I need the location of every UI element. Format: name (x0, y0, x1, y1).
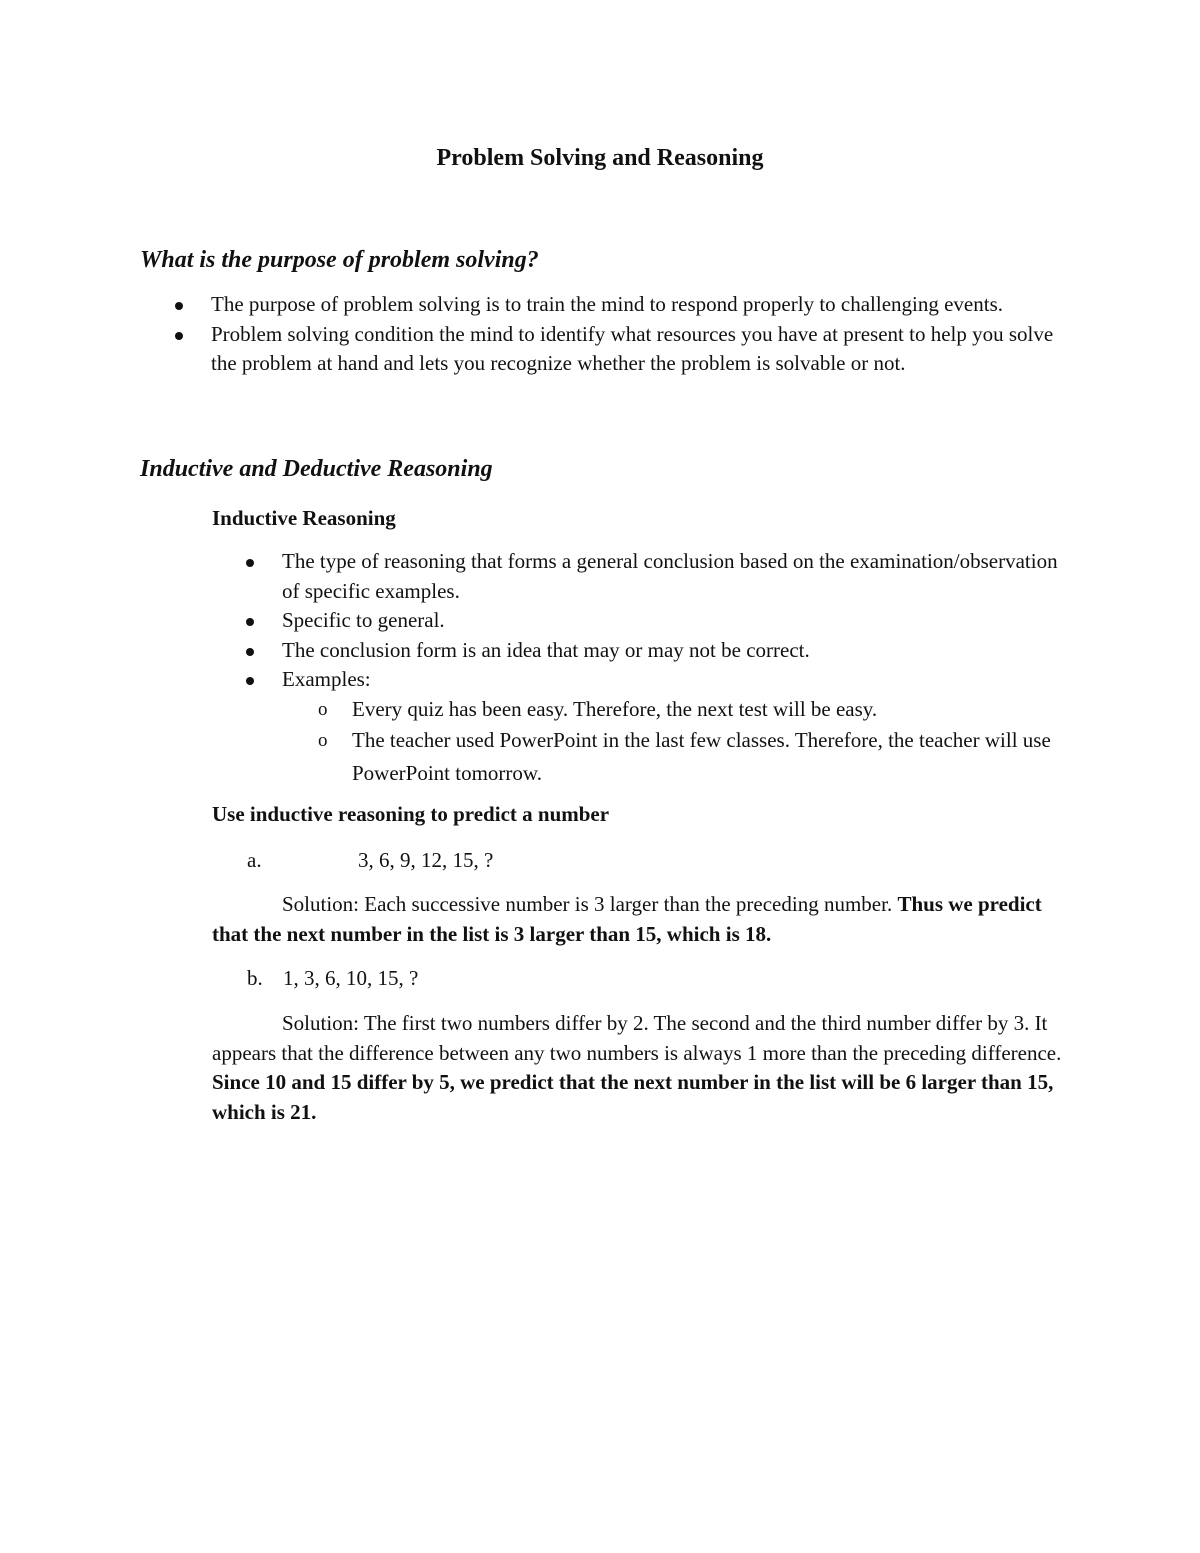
inductive-list (282, 547, 1072, 790)
bullet-icon (246, 677, 254, 685)
example-text: The teacher used PowerPoint in the last few classes. Therefore, the teacher will use PowerPoint tomorrow. (352, 728, 1051, 785)
solution-conclusion: Thus we predict that the next number in the list is 3 larger than 15, which is 18. (212, 892, 1042, 946)
list-item-text: Examples: (282, 667, 371, 691)
examples-list (282, 695, 1072, 791)
bullet-icon (246, 618, 254, 626)
inductive-heading: Inductive Reasoning (212, 506, 396, 530)
example-a-sequence: 3, 6, 9, 12, 15, ? (358, 848, 494, 872)
purpose-list (211, 290, 1071, 379)
solution-text: Solution: The first two numbers differ by 2. The second and the third number differ by 3. It appears that the difference between any two numbers is always 1 more than the preceding difference. (212, 1011, 1062, 1065)
bullet-icon (246, 559, 254, 567)
solution-text: Solution: Each successive number is 3 larger than the preceding number. (282, 892, 898, 916)
list-item (282, 547, 1072, 606)
circle-bullet-icon: o (318, 698, 328, 720)
list-item (318, 724, 1072, 790)
example-a-solution (212, 890, 1062, 949)
list-item (282, 606, 1072, 636)
example-b-solution (212, 1009, 1062, 1127)
page-title: Problem Solving and Reasoning (436, 145, 764, 171)
list-item (282, 665, 1072, 790)
bullet-icon (175, 302, 183, 310)
bullet-icon (246, 648, 254, 656)
example-text: Every quiz has been easy. Therefore, the next test will be easy. (352, 696, 878, 721)
list-item (282, 636, 1072, 666)
example-b-label: b. (247, 966, 263, 990)
list-item-text: Problem solving condition the mind to identify what resources you have at present to help you solve the problem at hand and lets you recognize whether the problem is solvable or not. (211, 321, 1054, 375)
list-item-text: The type of reasoning that forms a general conclusion based on the examination/observation of specific examples. (282, 549, 1058, 603)
list-item-text: The conclusion form is an idea that may or may not be correct. (282, 637, 810, 662)
predict-heading: Use inductive reasoning to predict a number (212, 802, 610, 826)
list-item (318, 695, 1072, 725)
solution-conclusion: Since 10 and 15 differ by 5, we predict that the next number in the list will be 6 larger than 15, which is 21. (212, 1070, 1054, 1124)
circle-bullet-icon: o (318, 730, 328, 751)
bullet-icon (175, 332, 183, 340)
list-item (211, 290, 1071, 320)
example-b-sequence: 1, 3, 6, 10, 15, ? (283, 966, 419, 990)
example-a-label: a. (247, 848, 262, 872)
list-item-text: The purpose of problem solving is to train the mind to respond properly to challenging events. (211, 292, 1004, 316)
reasoning-heading: Inductive and Deductive Reasoning (140, 456, 493, 482)
list-item-text: Specific to general. (282, 608, 445, 632)
list-item (211, 320, 1071, 379)
purpose-heading: What is the purpose of problem solving? (140, 247, 539, 273)
